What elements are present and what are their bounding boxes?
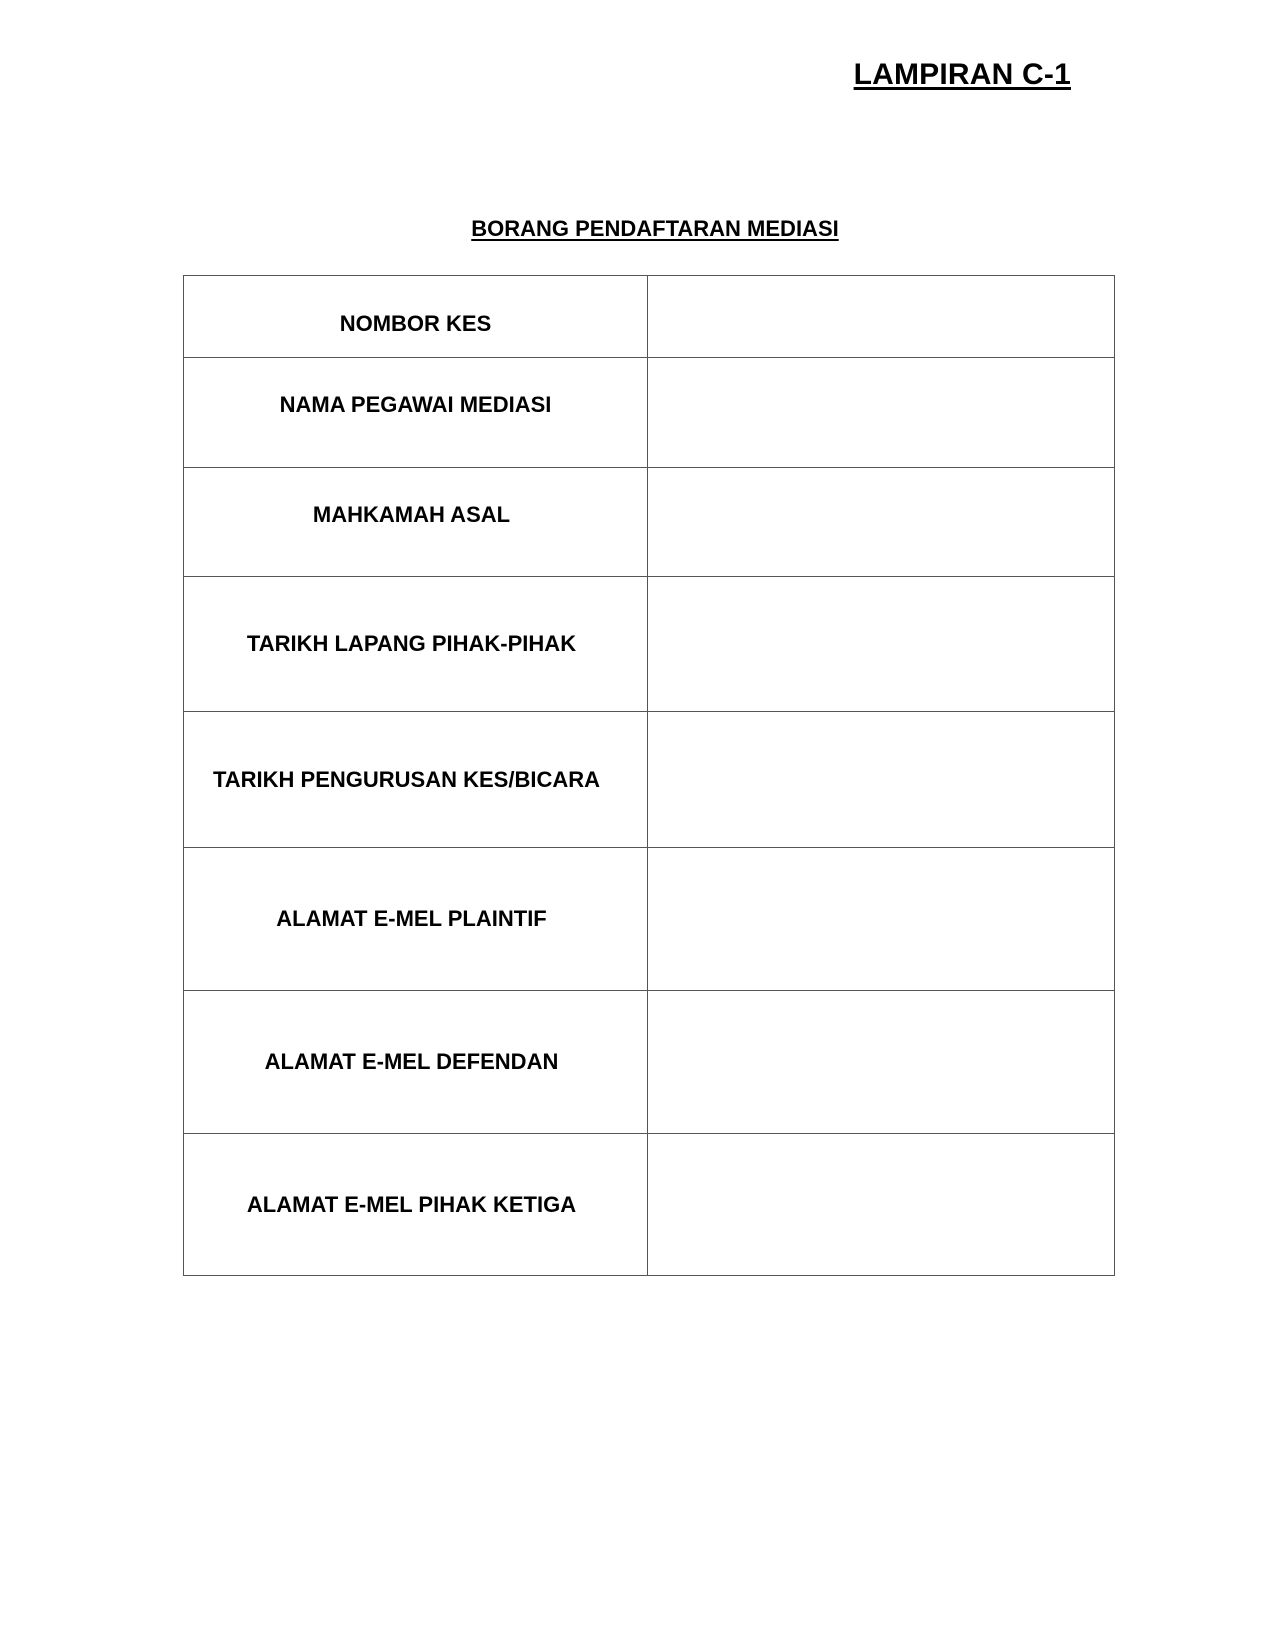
form-row-defendant-email bbox=[184, 991, 1115, 1134]
form-row-parties-free-date bbox=[184, 577, 1115, 712]
row-label-cell bbox=[184, 276, 648, 358]
mediation-officer-field[interactable] bbox=[648, 358, 1115, 468]
row-label-cell bbox=[184, 991, 648, 1134]
form-row-plaintiff-email bbox=[184, 848, 1115, 991]
appendix-label: LAMPIRAN C-1 bbox=[853, 58, 1071, 91]
originating-court-field[interactable] bbox=[648, 468, 1115, 577]
row-label: TARIKH PENGURUSAN KES/BICARA bbox=[212, 766, 601, 792]
row-label-cell bbox=[184, 1134, 648, 1276]
form-title: BORANG PENDAFTARAN MEDIASI bbox=[471, 216, 839, 241]
form-row-case-management-date bbox=[184, 712, 1115, 848]
form-row-case-number bbox=[184, 276, 1115, 358]
form-row-third-party-email bbox=[184, 1134, 1115, 1276]
row-label: NOMBOR KES bbox=[339, 310, 492, 336]
row-label-cell bbox=[184, 358, 648, 468]
row-label: ALAMAT E-MEL DEFENDAN bbox=[264, 1049, 559, 1074]
row-label: TARIKH LAPANG PIHAK-PIHAK bbox=[246, 631, 577, 656]
row-label: ALAMAT E-MEL PIHAK KETIGA bbox=[246, 1191, 577, 1217]
row-label-cell bbox=[184, 577, 648, 712]
row-label: NAMA PEGAWAI MEDIASI bbox=[279, 392, 552, 417]
defendant-email-field[interactable] bbox=[648, 991, 1115, 1134]
row-label: MAHKAMAH ASAL bbox=[312, 502, 511, 527]
third-party-email-field[interactable] bbox=[648, 1134, 1115, 1276]
parties-free-date-field[interactable] bbox=[648, 577, 1115, 712]
plaintiff-email-field[interactable] bbox=[648, 848, 1115, 991]
row-label-cell bbox=[184, 712, 648, 848]
row-label: ALAMAT E-MEL PLAINTIF bbox=[276, 906, 547, 931]
form-row-originating-court bbox=[184, 468, 1115, 577]
case-number-field[interactable] bbox=[648, 276, 1115, 358]
form-row-mediation-officer bbox=[184, 358, 1115, 468]
row-label-cell bbox=[184, 468, 648, 577]
registration-form-table bbox=[183, 275, 1115, 1276]
case-management-date-field[interactable] bbox=[648, 712, 1115, 848]
row-label-cell bbox=[184, 848, 648, 991]
